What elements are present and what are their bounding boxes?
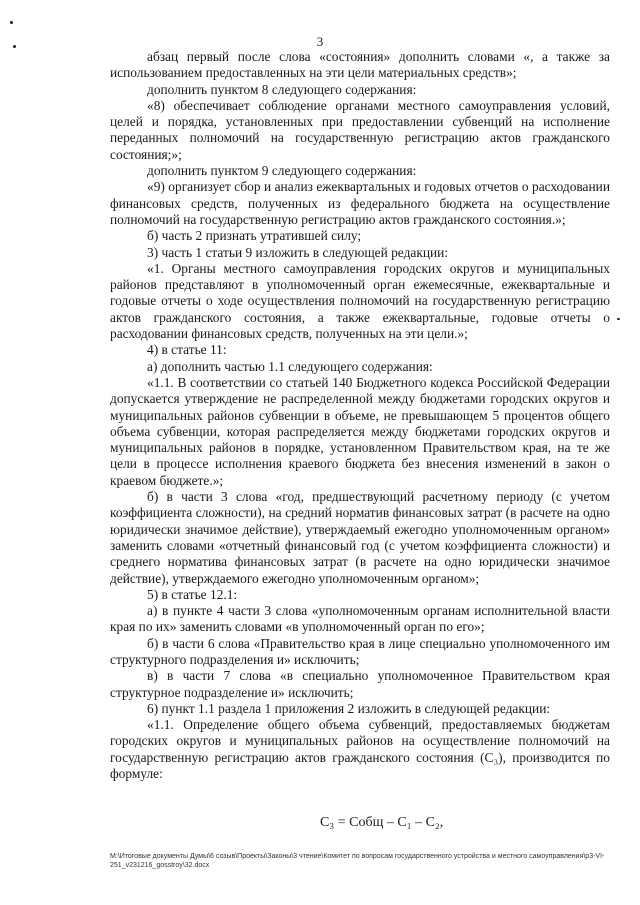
paragraph: б) в части 3 слова «год, предшествующий расчетному периоду (с учетом коэффициента сложности), на средний норматив финансовых затрат (в расчете на одно юридически значимое действие), утверждаемый ежегодно уполномоченным органом» заменить словами «отчетный финансовый год (с учетом коэффициента сложности) и среднего норматива финансовых затрат (в расчете на одно юридически значимое действие), утверждаемого ежегодно уполномоченным органом»;	[110, 489, 610, 586]
paragraph: «1. Органы местного самоуправления городских округов и муниципальных районов представляют в уполномоченный орган ежемесячные, ежеквартальные и годовые отчеты о ходе осуществления полномочий на государственную регистрацию актов гражданского состояния, а также ежеквартальные, годовые отчеты о расходовании финансовых средств, полученных на эти цели.»;	[110, 260, 610, 342]
paragraph: б) в части 6 слова «Правительство края в лице специально уполномоченного им структурного подразделения и» исключить;	[110, 635, 610, 667]
paragraph: 5) в статье 12.1:	[147, 586, 238, 602]
paragraph: дополнить пунктом 8 следующего содержания:	[147, 81, 417, 97]
scan-speck	[13, 45, 16, 48]
scan-speck	[10, 21, 13, 24]
paragraph: дополнить пунктом 9 следующего содержания:	[147, 163, 417, 179]
paragraph: б) часть 2 признать утратившей силу;	[147, 228, 362, 244]
paragraph: «1.1. В соответствии со статьей 140 Бюджетного кодекса Российской Федерации допускается утверждение не распределенной между бюджетами городских округов и муниципальных районов субвенции в объеме, не превышающем 5 процентов общего объема субвенции, которая распределяется между бюджетами городских округов и муниципальных районов в порядке, установленном Правительством края, на те же цели в процессе исполнения краевого бюджета без внесения изменений в закон о краевом бюджете.»;	[110, 374, 610, 488]
paragraph: 6) пункт 1.1 раздела 1 приложения 2 изложить в следующей редакции:	[147, 700, 551, 716]
paragraph: 4) в статье 11:	[147, 342, 227, 358]
paragraph: а) в пункте 4 части 3 слова «уполномоченным органам исполнительной власти края по их» заменить словами «в уполномоченный орган по его»;	[110, 603, 610, 635]
paragraph: в) в части 7 слова «в специально уполномоченное Правительством края структурное подразделение и» исключить;	[110, 668, 610, 700]
footer-file-path: M:\Итоговые документы Думы\6 созыв\Проекты\Законы\3 чтение\Комитет по вопросам государственного устройства и местного самоуправления\р3-VI-251_v231216_gosstroy\32.docx	[110, 853, 605, 869]
formula: C₃ = Cобщ – C₁ – C₂,	[320, 815, 444, 830]
document-body	[110, 49, 610, 782]
paragraph: «1.1. Определение общего объема субвенций, предоставляемых бюджетам городских округов и муниципальных районов на осуществление полномочий на государственную регистрацию актов гражданского состояния (C₃), производится по формуле:	[110, 717, 610, 782]
paragraph: «8) обеспечивает соблюдение органами местного самоуправления условий, целей и порядка, установленных при предоставлении субвенций на исполнение переданных полномочий на государственную регистрацию актов гражданского состояния;»;	[110, 97, 610, 162]
page-number: 3	[316, 34, 324, 49]
paragraph: а) дополнить частью 1.1 следующего содержания:	[147, 358, 433, 374]
paragraph: 3) часть 1 статьи 9 изложить в следующей редакции:	[147, 244, 449, 260]
scan-speck	[617, 318, 620, 320]
paragraph: «9) организует сбор и анализ ежеквартальных и годовых отчетов о расходовании финансовых средств, полученных из федерального бюджета на осуществление полномочий на государственную регистрацию актов гражданского состояния.»;	[110, 179, 610, 227]
paragraph: абзац первый после слова «состояния» дополнить словами «, а также за использованием предоставленных на эти цели материальных средств»;	[110, 49, 610, 81]
